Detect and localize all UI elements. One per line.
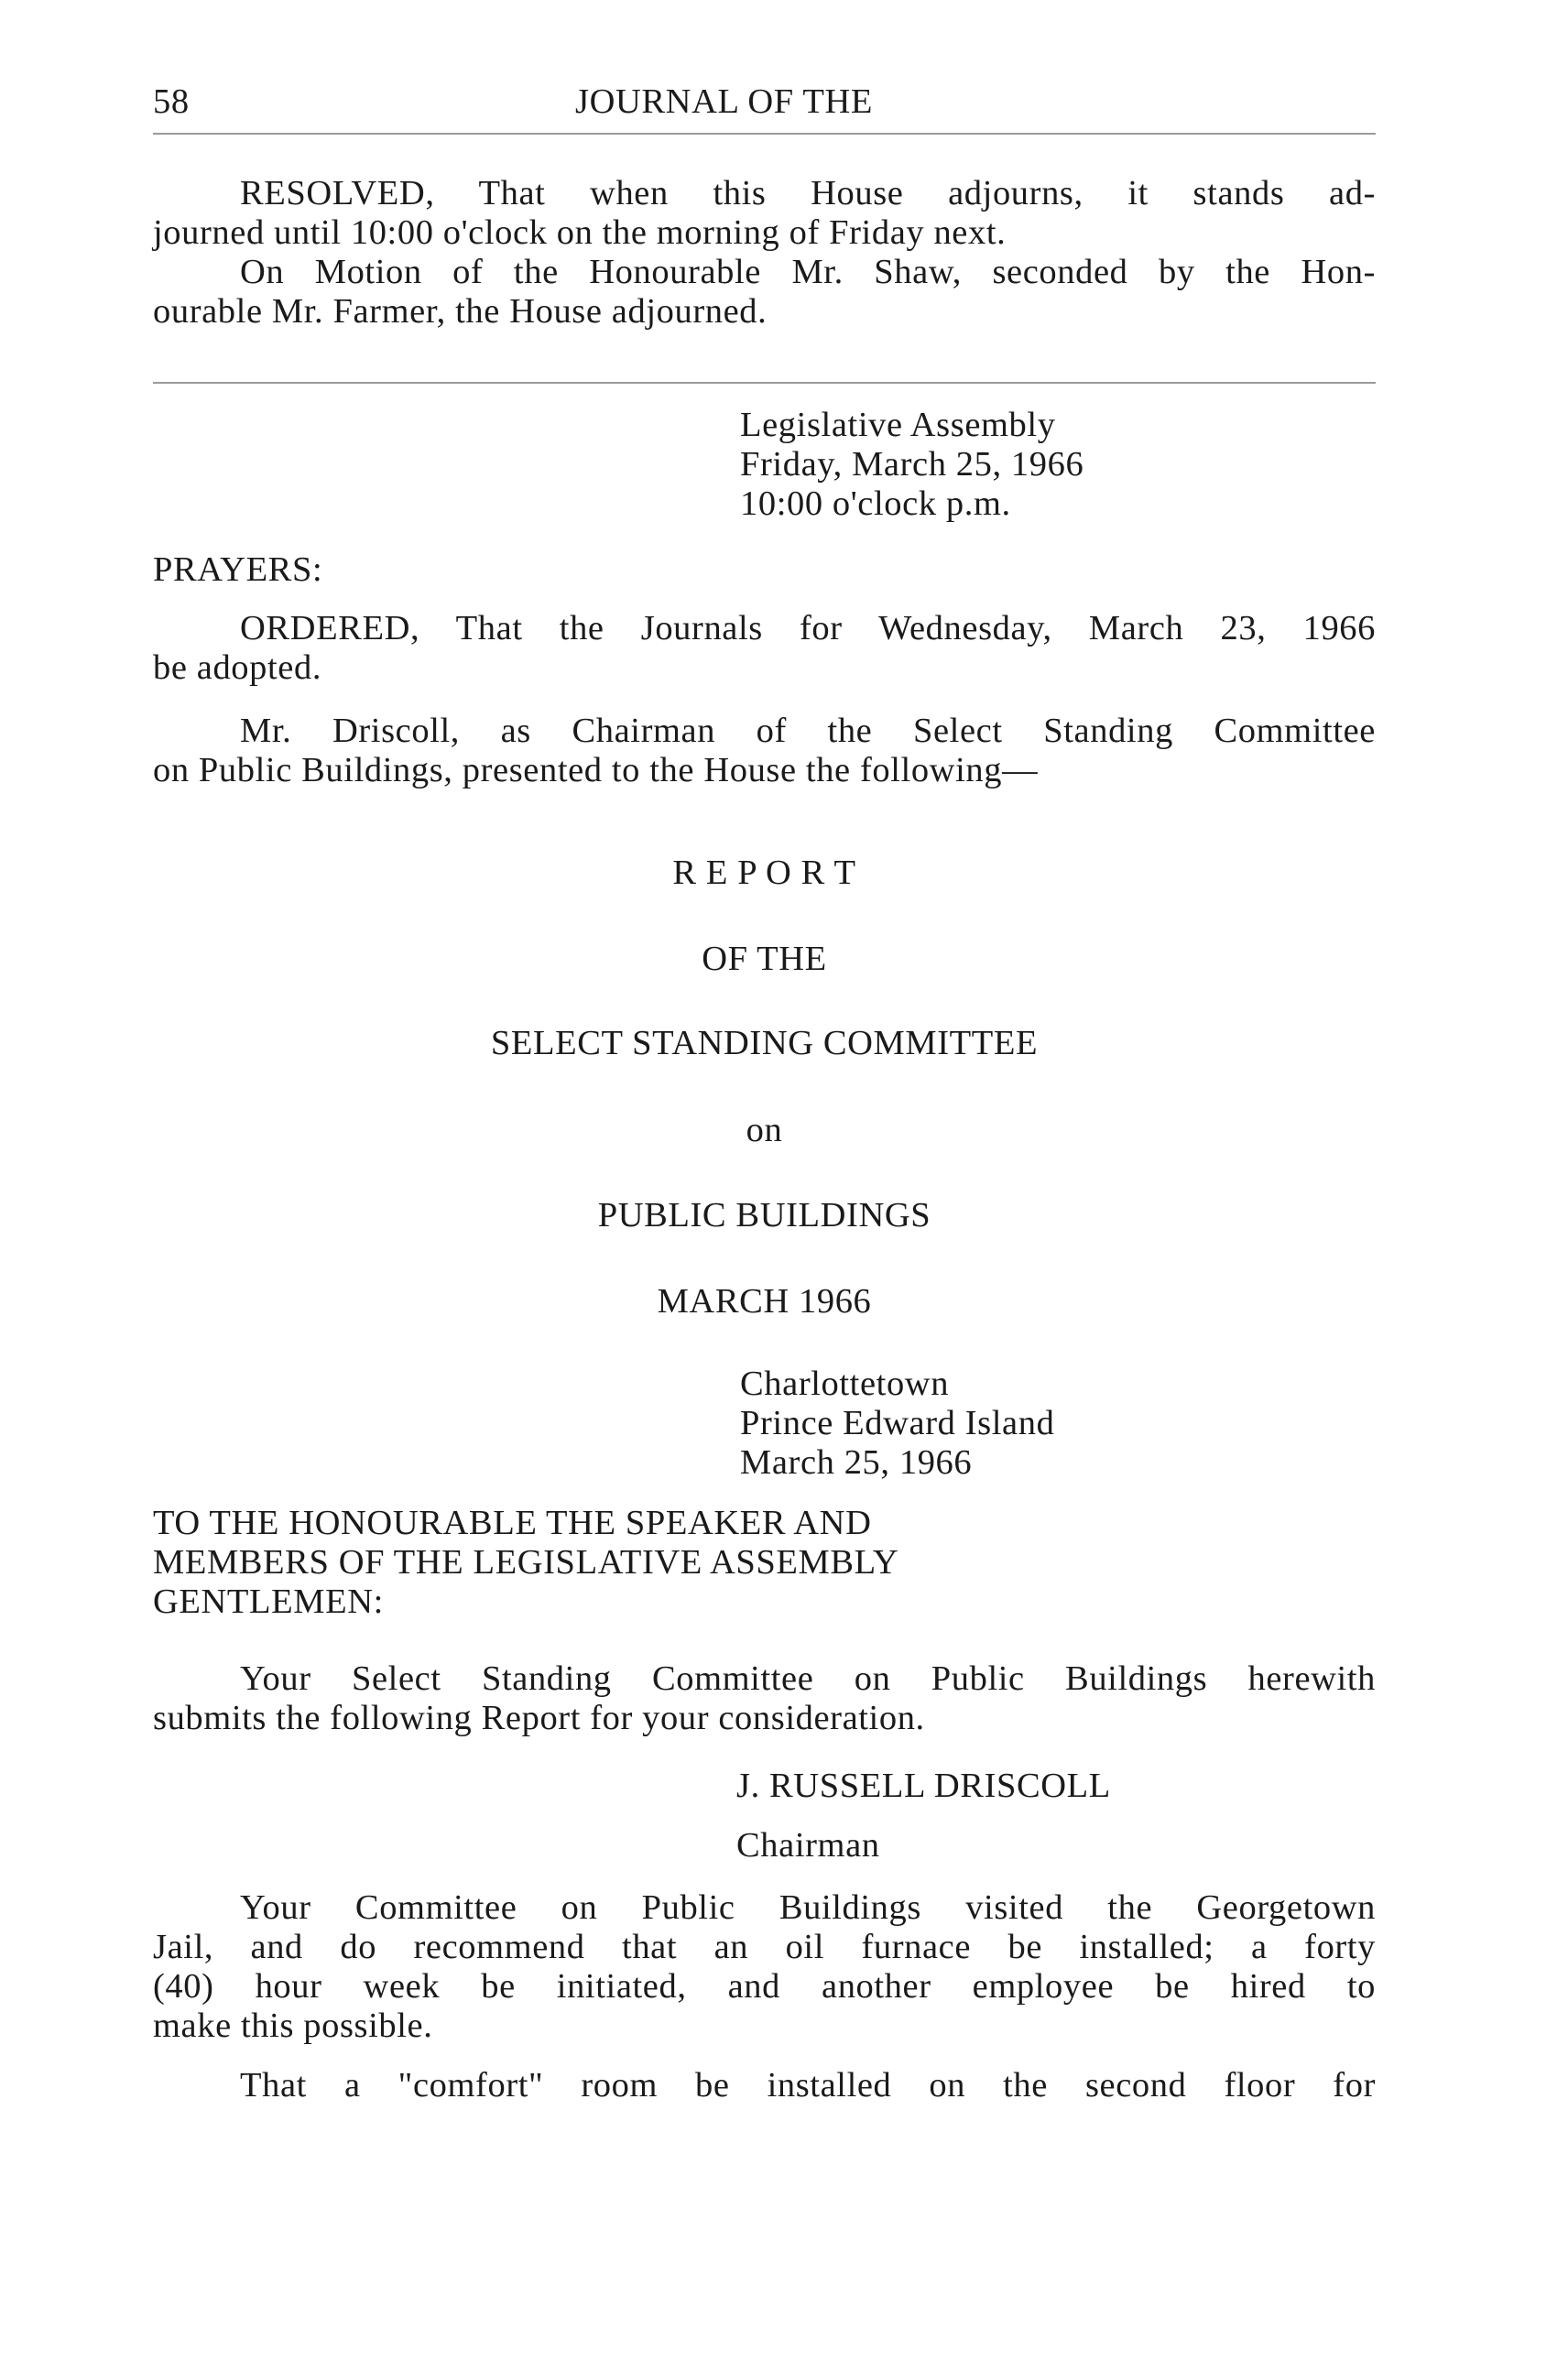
recommendation-line-4: make this possible.: [153, 2007, 433, 2045]
driscoll-line-2: on Public Buildings, presented to the House the following—: [153, 751, 1039, 789]
ordered-paragraph: [153, 609, 1376, 688]
ordered-line-2: be adopted.: [153, 648, 322, 687]
session-line-3: 10:00 o'clock p.m.: [740, 484, 1011, 523]
location-line-2: Prince Edward Island: [740, 1404, 1055, 1442]
location-line-3: March 25, 1966: [740, 1443, 973, 1482]
header-rule: [153, 133, 1376, 135]
submission-line-2: submits the following Report for your consideration.: [153, 1699, 925, 1737]
resolved-line-3: On Motion of the Honourable Mr. Shaw, seconded by the Hon-: [240, 253, 1376, 291]
session-block: [740, 406, 1083, 524]
resolved-line-1: RESOLVED, That when this House adjourns, it stands ad-: [240, 174, 1376, 212]
report-on: on: [746, 1111, 783, 1149]
running-title: JOURNAL OF THE: [575, 82, 873, 121]
report-date: MARCH 1966: [657, 1282, 872, 1321]
report-heading: R E P O R T: [672, 854, 856, 892]
session-line-2: Friday, March 25, 1966: [740, 445, 1084, 484]
comfort-line-1: That a "comfort" room be installed on the second floor for: [240, 2066, 1376, 2105]
location-line-1: Charlottetown: [740, 1365, 950, 1403]
address-line-3: GENTLEMEN:: [153, 1582, 384, 1621]
driscoll-line-1: Mr. Driscoll, as Chairman of the Select Standing Committee: [240, 712, 1376, 750]
resolved-line-4: ourable Mr. Farmer, the House adjourned.: [153, 292, 768, 331]
signature-title: Chairman: [736, 1826, 880, 1865]
location-block: [740, 1365, 1054, 1483]
address-line-1: TO THE HONOURABLE THE SPEAKER AND: [153, 1504, 872, 1542]
driscoll-paragraph: [153, 712, 1376, 790]
comfort-paragraph: [153, 2066, 1376, 2105]
report-subject: PUBLIC BUILDINGS: [597, 1196, 931, 1234]
address-line-2: MEMBERS OF THE LEGISLATIVE ASSEMBLY: [153, 1543, 899, 1582]
address-block: [153, 1504, 898, 1622]
recommendation-paragraph: [153, 1888, 1376, 2046]
prayers-heading: PRAYERS:: [153, 550, 323, 589]
resolved-paragraph: [153, 174, 1376, 332]
recommendation-line-1: Your Committee on Public Buildings visited the Georgetown: [240, 1888, 1376, 1927]
report-of-the: OF THE: [702, 940, 827, 978]
ordered-line-1: ORDERED, That the Journals for Wednesday, March 23, 1966: [240, 609, 1376, 647]
report-committee-name: SELECT STANDING COMMITTEE: [490, 1024, 1039, 1062]
resolved-line-2: journed until 10:00 o'clock on the morning of Friday next.: [153, 213, 1007, 252]
recommendation-line-2: Jail, and do recommend that an oil furnace be installed; a forty: [153, 1928, 1376, 1966]
signature-name: J. RUSSELL DRISCOLL: [736, 1767, 1111, 1805]
submission-line-1: Your Select Standing Committee on Public Buildings herewith: [240, 1659, 1376, 1698]
submission-paragraph: [153, 1659, 1376, 1738]
recommendation-line-3: (40) hour week be initiated, and another employee be hired to: [153, 1967, 1376, 2006]
session-line-1: Legislative Assembly: [740, 406, 1056, 444]
page-number: 58: [153, 82, 190, 121]
section-rule: [153, 382, 1376, 384]
